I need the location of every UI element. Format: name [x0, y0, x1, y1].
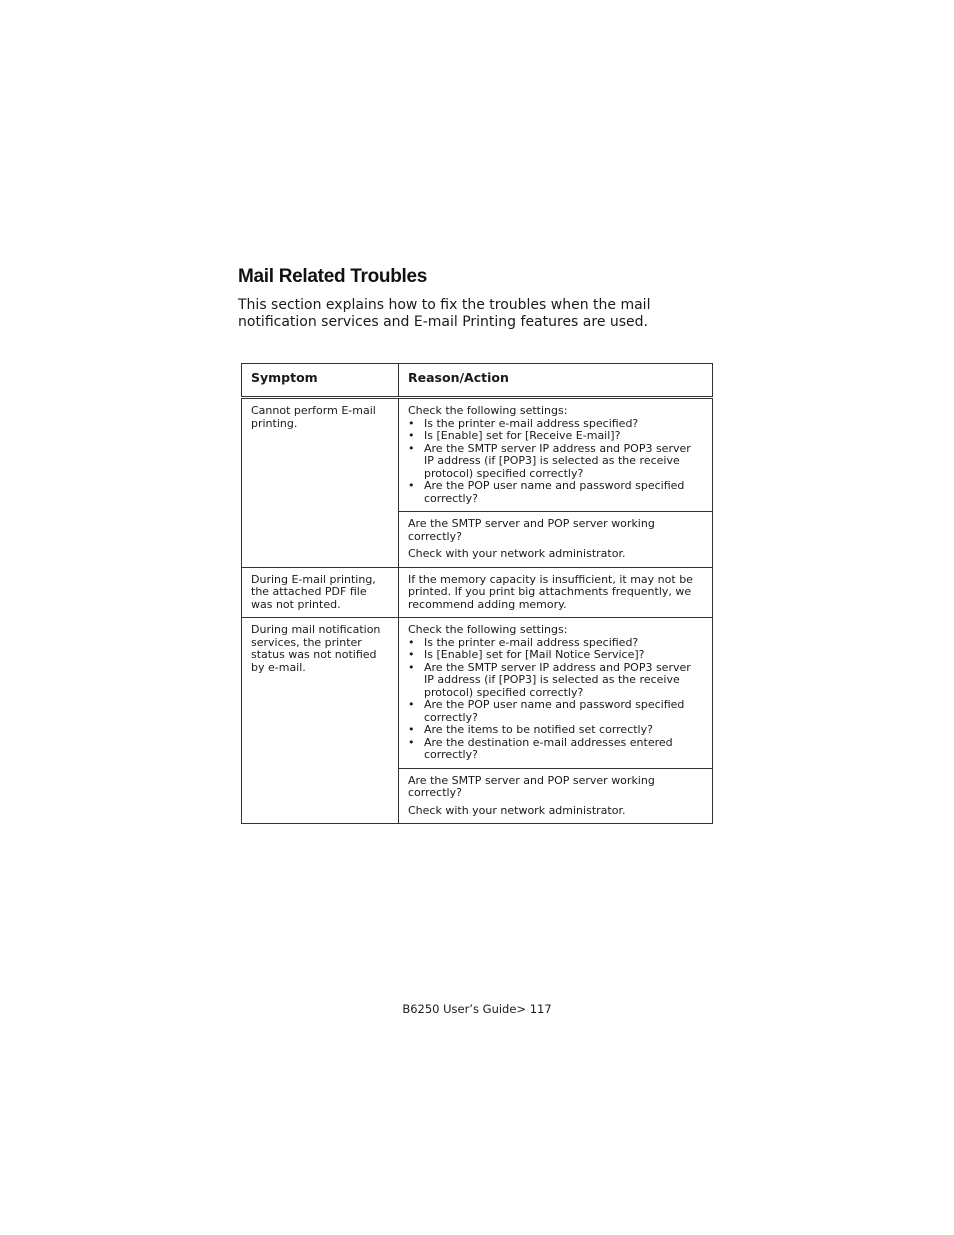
table-row	[242, 618, 713, 769]
table-header-row	[242, 364, 713, 398]
list-item: • Are the SMTP server IP address and POP3 server IP address (if [POP3] is selected as the receive protocol) specified correctly?	[424, 443, 703, 481]
action-cell	[399, 618, 713, 769]
list-item: • Is [Enable] set for [Mail Notice Service]?	[424, 649, 703, 662]
symptom-cell: Cannot perform E-mail printing.	[242, 398, 399, 568]
list-item: • Is [Enable] set for [Receive E-mail]?	[424, 430, 703, 443]
header-symptom: Symptom	[242, 364, 399, 398]
symptom-cell: During mail notification services, the printer status was not notified by e-mail.	[242, 618, 399, 824]
action-text: Check with your network administrator.	[408, 803, 626, 817]
list-item: • Are the POP user name and password specified correctly?	[424, 480, 703, 505]
page-footer: B6250 User’s Guide> 117	[402, 1002, 552, 1016]
troubleshooting-table	[241, 363, 713, 824]
action-text: Are the SMTP server and POP server working correctly?	[408, 773, 655, 799]
symptom-cell: During E-mail printing, the attached PDF file was not printed.	[242, 567, 399, 618]
action-text: Are the SMTP server and POP server working correctly?	[408, 517, 655, 543]
check-list	[408, 637, 703, 762]
action-cell	[399, 768, 713, 824]
list-item: • Is the printer e-mail address specified?	[424, 418, 703, 431]
list-item: • Are the POP user name and password specified correctly?	[424, 699, 703, 724]
action-cell	[399, 512, 713, 568]
list-item: • Is the printer e-mail address specified?	[424, 637, 703, 650]
action-text: If the memory capacity is insufficient, it may not be printed. If you print big attachments frequently, we recommend adding memory.	[408, 572, 693, 611]
table-row	[242, 567, 713, 618]
list-item: • Are the SMTP server IP address and POP3 server IP address (if [POP3] is selected as the receive protocol) specified correctly?	[424, 662, 703, 700]
action-cell	[399, 567, 713, 618]
header-reason-action: Reason/Action	[399, 364, 713, 398]
list-item: • Are the items to be notified set correctly?	[424, 724, 703, 737]
list-item: • Are the destination e-mail addresses entered correctly?	[424, 737, 703, 762]
action-lead: Check the following settings:	[408, 623, 568, 636]
intro-paragraph: This section explains how to fix the troubles when the mail notification services and E-mail Printing features are used.	[238, 297, 651, 330]
action-lead: Check the following settings:	[408, 404, 568, 417]
check-list	[408, 418, 703, 506]
action-text: Check with your network administrator.	[408, 547, 626, 560]
table-row	[242, 398, 713, 512]
action-cell	[399, 398, 713, 512]
section-heading: Mail Related Troubles	[238, 266, 428, 287]
